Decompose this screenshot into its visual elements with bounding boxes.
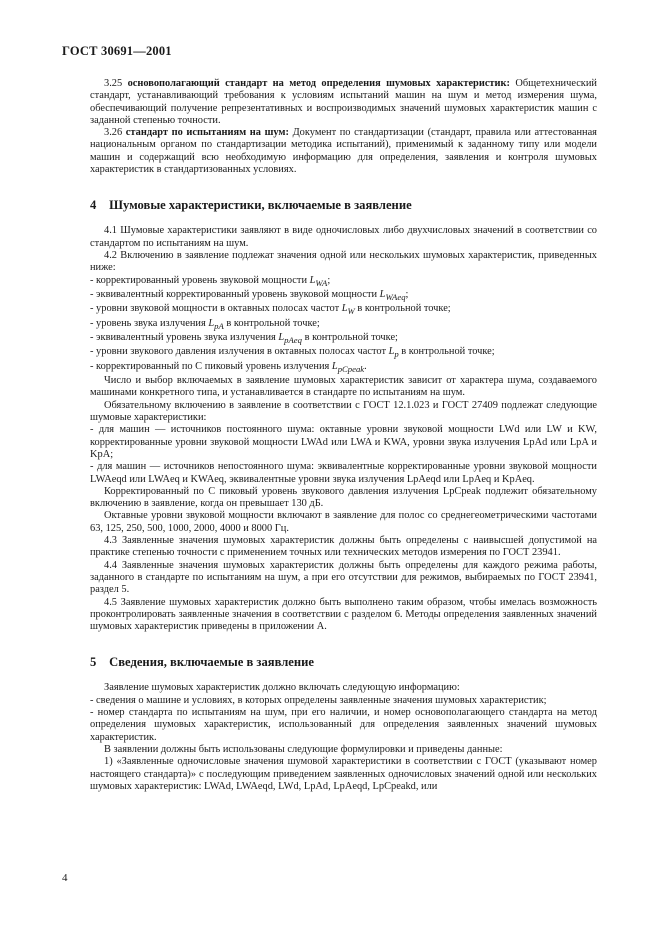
paragraph-choice: Число и выбор включаемых в заявление шумовых характеристик зависит от характера шума, создаваемого машинами конкретного типа, и устанавливается в стандарте по испытаниям на шум.: [90, 375, 597, 399]
section-4-heading: 4 Шумовые характеристики, включаемые в заявление: [90, 198, 412, 213]
list-item: - уровень звука излучения $L_{pA}$ в контрольной точке;: [90, 317, 320, 331]
paragraph-4-4: 4.4 Заявленные значения шумовых характеристик должны быть определены для каждого режима работы, заданного в стандарте по испытаниям на шум, а при его отсутствии для режимов, выбираемых по ГОСТ 23941, раздел 5.: [90, 559, 597, 596]
paragraph-peak-level: Корректированный по C пиковый уровень звукового давления излучения LpCpeak подлежит обязательному включению в заявление, когда он превышает 130 дБ.: [90, 485, 597, 510]
paragraph-constant-noise: - для машин — источников постоянного шума: октавные уровни звуковой мощности LWd или LW и KW, корректированные уровни звуковой мощности LWAd или LWA и KWA, уровни звука излучения LpAd или LpA и KpA;: [90, 424, 597, 460]
paragraph-5-intro: Заявление шумовых характеристик должно включать следующую информацию:: [104, 682, 460, 694]
paragraph-5-item-1: 1) «Заявленные одночисловые значения шумовой характеристики в соответствии с ГОСТ (указывают номер настоящего стандарта)» с последующим приведением заявленных одночисловых значений одной или нескольких шумовых характеристик: LWAd, LWAeqd, LWd, LpAd, LpAeqd, LpCpeakd, или: [90, 756, 597, 792]
section-5-heading: 5 Сведения, включаемые в заявление: [90, 655, 314, 670]
paragraph-5-info-1: - сведения о машине и условиях, в которых определены заявленные значения шумовых характеристик;: [90, 694, 547, 706]
list-item: - корректированный уровень звуковой мощности $L_{WA}$;: [90, 274, 331, 288]
list-item: - корректированный по C пиковый уровень излучения $L_{pCpeak}$.: [90, 360, 367, 374]
paragraph-4-3: 4.3 Заявленные значения шумовых характеристик должны быть определены с наивысшей допустимой на практике степенью точности с применением точных или технических методов измерения по ГОСТ 23941.: [90, 535, 597, 559]
document-header: ГОСТ 30691—2001: [62, 44, 172, 58]
paragraph-5-wording: В заявлении должны быть использованы следующие формулировки и приведены данные:: [104, 743, 503, 755]
page-number: 4: [62, 872, 68, 884]
list-item: - уровни звукового давления излучения в октавных полосах частот $L_p$ в контрольной точке;: [90, 346, 495, 360]
paragraph-mandatory: Обязательному включению в заявление в соответствии с ГОСТ 12.1.023 и ГОСТ 27409 подлежат следующие шумовые характеристики:: [90, 399, 597, 424]
paragraph-4-1: 4.1 Шумовые характеристики заявляют в виде одночисловых либо двухчисловых значений в соответствии со стандартом по испытаниям на шум.: [90, 225, 597, 249]
paragraph-3-26: 3.26 стандарт по испытаниям на шум: Документ по стандартизации (стандарт, правила или аттестованная национальным органом по стандартизации методика испытаний), применимый к заданному типу или модели машин и содержащий всю необходимую информацию для определения, заявления и контроля шумовых характеристик в стандартизованных условиях.: [90, 127, 597, 176]
paragraph-5-info-2: - номер стандарта по испытаниям на шум, при его наличии, и номер основополагающего стандарта на метод определения шумовых характеристик, использованный для определения заявленных значений шумовых характеристик.: [90, 707, 597, 743]
paragraph-4-5: 4.5 Заявление шумовых характеристик должно быть выполнено таким образом, чтобы имелась возможность проконтролировать заявленные значения в соответствии с разделом 6. Методы определения заявленных значений шумовых характеристик приведены в приложении А.: [90, 596, 597, 633]
term-3-26: стандарт по испытаниям на шум:: [125, 127, 289, 139]
document-body: [90, 78, 597, 793]
term-3-25: основополагающий стандарт на метод определения шумовых характеристик:: [127, 78, 510, 89]
paragraph-octave-bands: Октавные уровни звуковой мощности включают в заявление для полос со среднегеометрическими частотами 63, 125, 250, 500, 1000, 2000, 4000 и 8000 Гц.: [90, 510, 597, 534]
paragraph-3-25: 3.25 основополагающий стандарт на метод определения шумовых характеристик: Общетехнический стандарт, устанавливающий требования к условиям испытаний машин на шум и метод измерения шума, обеспечивающий получение репрезентативных и воспроизводимых значений шумовых характеристик машин с заданной степенью точности.: [90, 78, 597, 126]
paragraph-4-2: 4.2 Включению в заявление подлежат значения одной или нескольких шумовых характеристик, приведенных ниже:: [90, 249, 597, 274]
list-item: - эквивалентный уровень звука излучения $L_{pAeq}$ в контрольной точке;: [90, 332, 398, 346]
list-item: - уровни звуковой мощности в октавных полосах частот $L_W$ в контрольной точке;: [90, 303, 451, 317]
list-item: - эквивалентный корректированный уровень звуковой мощности $L_{WAeq}$;: [90, 288, 409, 303]
paragraph-nonconstant-noise: - для машин — источников непостоянного шума: эквивалентные корректированные уровни звуковой мощности LWAeqd или LWAeq и KWAeq, эквивалентные уровни звука излучения LpAeqd или LpAeq и KpAeq.: [90, 461, 597, 485]
